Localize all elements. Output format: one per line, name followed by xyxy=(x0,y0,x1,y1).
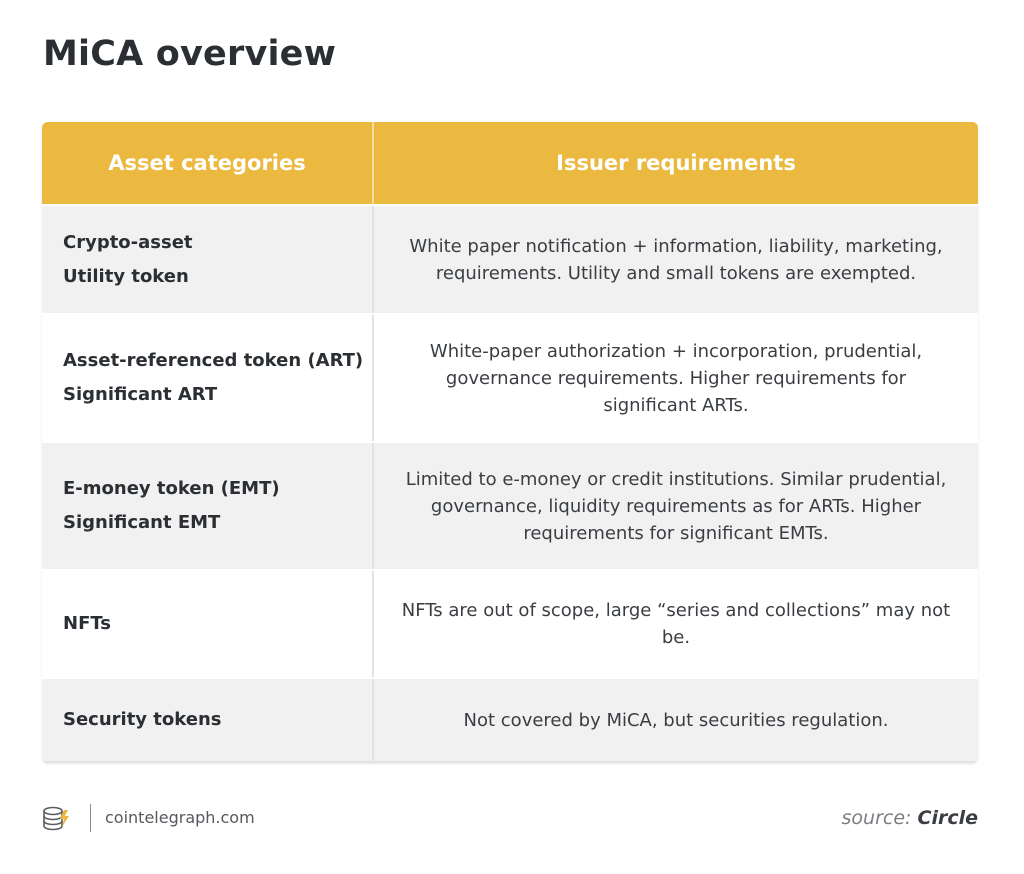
category-line: Utility token xyxy=(63,265,189,287)
table-row xyxy=(42,313,978,441)
requirement-cell: Not covered by MiCA, but securities regulation. xyxy=(463,709,889,731)
requirement-cell: White-paper authorization + incorporation, prudential, governance requirements. Higher requirements for significant ARTs. xyxy=(429,340,923,416)
source-name: Circle xyxy=(917,807,978,829)
footer xyxy=(42,798,978,838)
source-credit xyxy=(842,807,978,829)
category-line: Crypto-asset xyxy=(63,231,193,253)
table-row xyxy=(42,569,978,677)
page-title: MiCA overview xyxy=(43,34,337,74)
category-line: Asset-referenced token (ART) xyxy=(63,350,364,371)
category-line: E-money token (EMT) xyxy=(63,478,280,499)
category-cell xyxy=(42,315,374,441)
header-issuer-requirements: Issuer requirements xyxy=(556,151,796,175)
category-cell xyxy=(42,206,374,313)
category-cell xyxy=(42,571,374,677)
category-line: Significant ART xyxy=(63,384,218,405)
requirement-cell: Limited to e-money or credit institutions. Similar prudential, governance, liquidity requirements as for ARTs. Higher requirements for significant EMTs. xyxy=(405,468,947,544)
category-cell xyxy=(42,679,374,761)
table-row xyxy=(42,204,978,313)
category-line: Security tokens xyxy=(63,709,222,730)
requirement-cell: White paper notification + information, liability, marketing, requirements. Utility and small tokens are exempted. xyxy=(409,235,943,284)
requirement-cell: NFTs are out of scope, large “series and collections” may not be. xyxy=(401,600,951,648)
table-row xyxy=(42,441,978,569)
table-bottom-border xyxy=(42,761,978,763)
table-row xyxy=(42,677,978,761)
footer-divider xyxy=(90,804,91,832)
category-line: NFTs xyxy=(63,613,111,634)
table-header-row xyxy=(42,122,978,204)
category-line: Significant EMT xyxy=(63,512,221,533)
mica-table xyxy=(42,122,978,763)
source-prefix: source: xyxy=(841,807,918,829)
category-cell xyxy=(42,443,374,569)
header-asset-categories: Asset categories xyxy=(42,122,374,204)
coin-stack-lightning-icon xyxy=(42,804,72,832)
footer-site-name: cointelegraph.com xyxy=(105,808,255,827)
